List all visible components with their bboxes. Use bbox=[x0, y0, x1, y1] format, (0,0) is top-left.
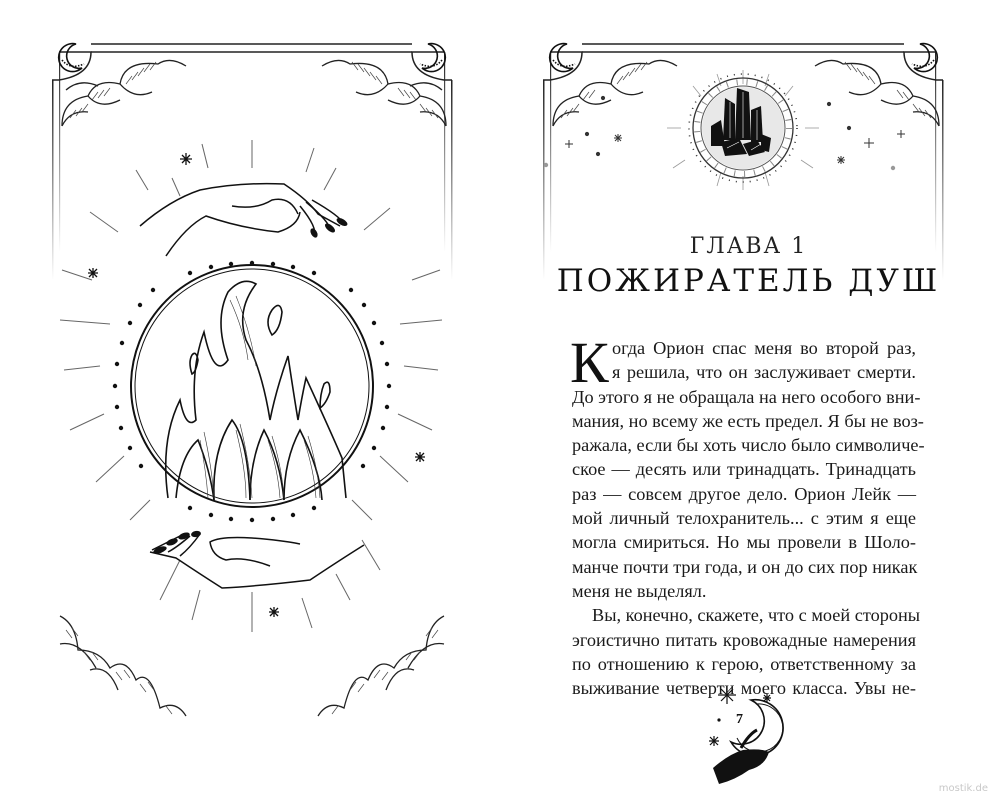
dot-ring bbox=[113, 261, 391, 522]
text-line: ражала, если бы хоть число было символиче- bbox=[572, 435, 925, 456]
page-number: 7 bbox=[736, 712, 743, 727]
lower-hand bbox=[150, 534, 364, 588]
text-line: могла смириться. Но мы провели в Шоло- bbox=[572, 532, 916, 553]
moon-corner-icon bbox=[420, 44, 445, 72]
right-page bbox=[499, 0, 998, 798]
moon-corner-icon bbox=[59, 44, 84, 72]
text-line: мания, но всему же есть предел. Я бы не воз- bbox=[572, 410, 924, 431]
text-line: Вы, конечно, скажете, что с моей стороны bbox=[592, 605, 921, 626]
text-line: огда Орион спас меня во второй раз, bbox=[612, 338, 916, 358]
cloud-ornament bbox=[318, 616, 444, 716]
watermark: mostik.de bbox=[938, 783, 988, 794]
text-line: меня не выделял. bbox=[572, 580, 707, 601]
chapter-label: ГЛАВА 1 bbox=[689, 234, 808, 259]
star-icon bbox=[88, 153, 425, 617]
text-line: раз — совсем другое дело. Орион Лейк — bbox=[572, 483, 916, 504]
text-line: эгоистично питать кровожадные намерения bbox=[572, 629, 916, 650]
cloud-ornament bbox=[62, 60, 186, 126]
radiating-rays bbox=[60, 140, 442, 632]
upper-hand bbox=[140, 184, 344, 256]
cloud-ornament bbox=[322, 60, 446, 126]
text-line: выживание четверти моего класса. Увы не- bbox=[572, 678, 916, 699]
flame bbox=[166, 281, 346, 500]
page-frame bbox=[52, 44, 452, 80]
drop-cap: К bbox=[570, 330, 609, 395]
text-line: До этого я не обращала на него особого вни- bbox=[572, 386, 921, 407]
chapter-title: ПОЖИРАТЕЛЬ ДУШ bbox=[556, 263, 941, 299]
text-line: ское — десять или тринадцать. Тринадцать bbox=[572, 459, 916, 480]
cloud-ornament bbox=[60, 616, 186, 716]
text-line: мой личный телохранитель... с этим я еще bbox=[572, 508, 916, 529]
text-line: манче почти три года, и он до сих пор никак bbox=[572, 556, 918, 577]
moon-corner-icon bbox=[550, 44, 575, 72]
text-line: я решила, что он заслуживает смерти. bbox=[612, 362, 916, 383]
cloud-ornament bbox=[815, 60, 939, 126]
chapter-body-text bbox=[570, 330, 925, 700]
cloud-ornament bbox=[553, 60, 677, 126]
moon-corner-icon bbox=[912, 44, 937, 72]
text-line: по отношению к герою, ответственному за bbox=[572, 653, 916, 674]
hand-holding-moon-icon bbox=[709, 686, 783, 784]
